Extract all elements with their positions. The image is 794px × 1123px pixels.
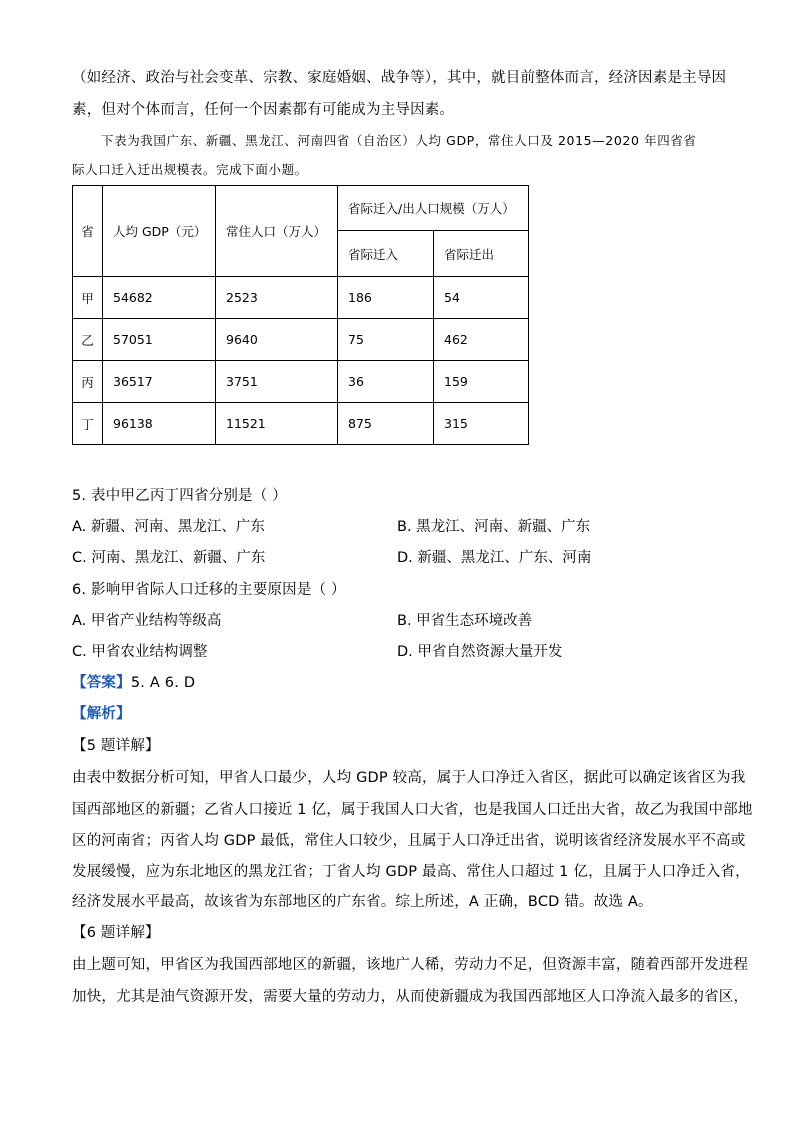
q5-option-b: B. 黑龙江、河南、新疆、广东 [397, 519, 591, 535]
cell-population: 3751 [216, 361, 338, 403]
detail-5-line-4: 发展缓慢，应为东北地区的黑龙江省；丁省人均 GDP 最高、常住人口超过 1 亿，且属于人口净迁入省， [72, 864, 750, 880]
cell-out: 159 [434, 361, 529, 403]
q5-option-c: C. 河南、黑龙江、新疆、广东 [72, 550, 266, 566]
header-province: 省 [73, 186, 103, 277]
passage-line-1: 下表为我国广东、新疆、黑龙江、河南四省（自治区）人均 GDP，常住人口及 2015—2020 年四省省 [101, 133, 697, 148]
table-row [73, 277, 529, 319]
detail-5-line-3: 区的河南省；丙省人均 GDP 最低，常住人口较少，且属于人口净迁出省，说明该省经济发展水平不高或 [72, 833, 746, 849]
cell-in: 186 [338, 277, 434, 319]
header-migration: 省际迁入/出人口规模（万人） [338, 186, 529, 231]
cell-gdp: 96138 [103, 403, 216, 445]
detail-6-line-2: 加快，尤其是油气资源开发，需要大量的劳动力，从而使新疆成为我国西部地区人口净流入最多的省区， [72, 989, 749, 1005]
cell-province: 甲 [73, 277, 103, 319]
passage-line-2: 际人口迁入迁出规模表。完成下面小题。 [72, 162, 308, 177]
cell-in: 75 [338, 319, 434, 361]
cell-gdp: 54682 [103, 277, 216, 319]
cell-population: 11521 [216, 403, 338, 445]
cell-province: 丙 [73, 361, 103, 403]
answer-line [72, 671, 195, 692]
cell-out: 462 [434, 319, 529, 361]
detail-5-heading: 【5 题详解】 [72, 738, 160, 754]
q6-option-b: B. 甲省生态环境改善 [397, 613, 533, 629]
intro-line-1: （如经济、政治与社会变革、宗教、家庭婚姻、战争等），其中，就目前整体而言，经济因素是主导因 [72, 70, 727, 86]
cell-population: 2523 [216, 277, 338, 319]
cell-in: 36 [338, 361, 434, 403]
analysis-label: 【解析】 [72, 706, 131, 722]
q6-option-d: D. 甲省自然资源大量开发 [397, 644, 563, 660]
cell-gdp: 57051 [103, 319, 216, 361]
analysis-line [72, 702, 131, 723]
header-in: 省际迁入 [338, 231, 434, 277]
cell-province: 丁 [73, 403, 103, 445]
cell-province: 乙 [73, 319, 103, 361]
header-population: 常住人口（万人） [216, 186, 338, 277]
data-table [72, 185, 529, 445]
q6-option-c: C. 甲省农业结构调整 [72, 644, 208, 660]
table-row [73, 319, 529, 361]
q6-option-a: A. 甲省产业结构等级高 [72, 613, 222, 629]
q5-option-d: D. 新疆、黑龙江、广东、河南 [397, 550, 592, 566]
intro-line-2: 素，但对个体而言，任何一个因素都有可能成为主导因素。 [72, 102, 455, 118]
question-6-stem: 6. 影响甲省际人口迁移的主要原因是（ ） [72, 582, 346, 598]
table-row [73, 403, 529, 445]
cell-population: 9640 [216, 319, 338, 361]
answer-text: 5. A 6. D [130, 675, 196, 691]
answer-label: 【答案】 [72, 675, 131, 691]
detail-6-heading: 【6 题详解】 [72, 925, 160, 941]
cell-out: 54 [434, 277, 529, 319]
header-out: 省际迁出 [434, 231, 529, 277]
header-gdp: 人均 GDP（元） [103, 186, 216, 277]
q5-option-a: A. 新疆、河南、黑龙江、广东 [72, 519, 265, 535]
cell-in: 875 [338, 403, 434, 445]
cell-gdp: 36517 [103, 361, 216, 403]
detail-5-line-2: 国西部地区的新疆；乙省人口接近 1 亿，属于我国人口大省，也是我国人口迁出大省，故乙为我国中部地 [72, 802, 753, 818]
detail-5-line-1: 由表中数据分析可知，甲省人口最少，人均 GDP 较高，属于人口净迁入省区，据此可以确定该省区为我 [72, 770, 746, 786]
cell-out: 315 [434, 403, 529, 445]
table-row [73, 361, 529, 403]
detail-6-line-1: 由上题可知，甲省区为我国西部地区的新疆，该地广人稀，劳动力不足，但资源丰富，随着西部开发进程 [72, 957, 749, 973]
detail-5-line-5: 经济发展水平最高，故该省为东部地区的广东省。综上所述，A 正确，BCD 错。故选 A。 [72, 894, 653, 910]
question-5-stem: 5. 表中甲乙丙丁四省分别是（ ） [72, 488, 287, 504]
